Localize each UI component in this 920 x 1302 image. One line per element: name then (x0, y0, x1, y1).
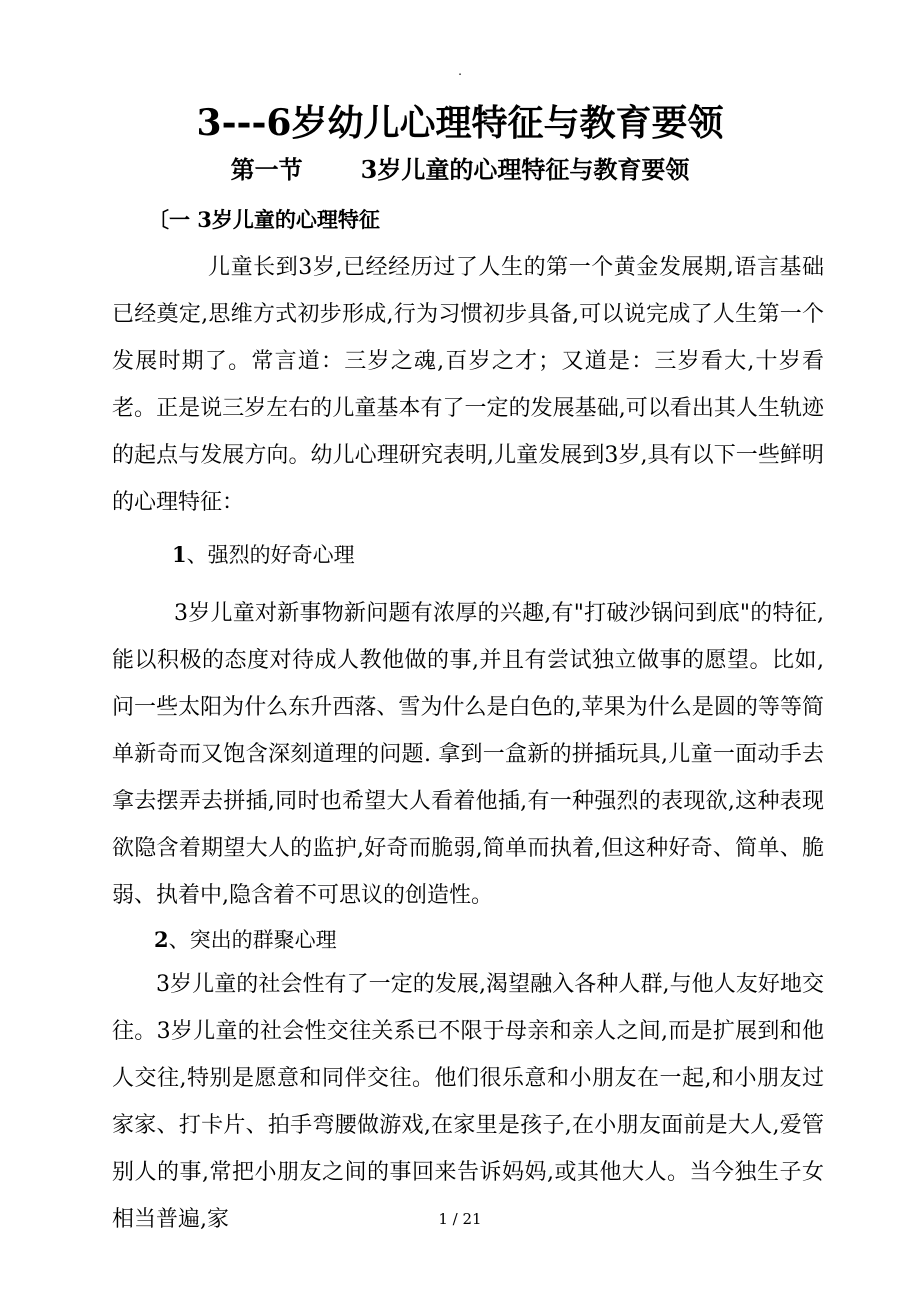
section-title-text: 3岁儿童的心理特征与教育要领 (360, 155, 690, 184)
item-number: 1 (172, 542, 187, 567)
section-label: 第一节 (230, 155, 303, 184)
intro-paragraph: 儿童长到3岁,已经经历过了人生的第一个黄金发展期,语言基础已经奠定,思维方式初步形成,行为习惯初步具备,可以说完成了人生第一个发展时期了。常言道：三岁之魂,百岁之才；又道是：三岁看大,十岁看老。正是说三岁左右的儿童基本有了一定的发展基础,可以看出其人生轨迹的起点与发展方向。幼儿心理研究表明,儿童发展到3岁,具有以下一些鲜明的心理特征： (112, 255, 824, 515)
curiosity-paragraph: 3岁儿童对新事物新问题有浓厚的兴趣,有"打破沙锅问到底"的特征,能以积极的态度对待成人教他做的事,并且有尝试独立做事的愿望。比如,问一些太阳为什么东升西落、雪为什么是白色的,苹果为什么是圆的等等简单新奇而又饱含深刻道理的问题. 拿到一盒新的拼插玩具,儿童一面动手去拿去摆弄去拼插,同时也希望大人看着他插,有一种强烈的表现欲,这种表现欲隐含着期望大人的监护,好奇而脆弱,简单而执着,但这种好奇、简单、脆弱、执着中,隐含着不可思议的创造性。 (112, 601, 824, 908)
item-number: 2 (154, 927, 169, 952)
item-heading-text: 、突出的群聚心理 (168, 928, 337, 952)
header-mark: . (458, 64, 462, 78)
subsection-heading: 〔一 3岁儿童的心理特征 (148, 207, 380, 232)
page-indicator: 1 / 21 (438, 1210, 482, 1228)
item-heading-text: 、强烈的好奇心理 (186, 543, 355, 567)
document-title: 3---6岁幼儿心理特征与教育要领 (196, 102, 724, 144)
item-heading-curiosity (172, 540, 355, 570)
gathering-paragraph: 3岁儿童的社会性有了一定的发展,渴望融入各种人群,与他人友好地交往。3岁儿童的社会性交往关系已不限于母亲和亲人之间,而是扩展到和他人交往,特别是愿意和同伴交往。他们很乐意和小朋友在一起,和小朋友过家家、打卡片、拍手弯腰做游戏,在家里是孩子,在小朋友面前是大人,爱管别人的事,常把小朋友之间的事回来告诉妈妈,或其他大人。当今独生子女相当普遍,家 (112, 972, 824, 1232)
item-heading-gathering (154, 925, 337, 955)
section-heading (0, 153, 920, 187)
